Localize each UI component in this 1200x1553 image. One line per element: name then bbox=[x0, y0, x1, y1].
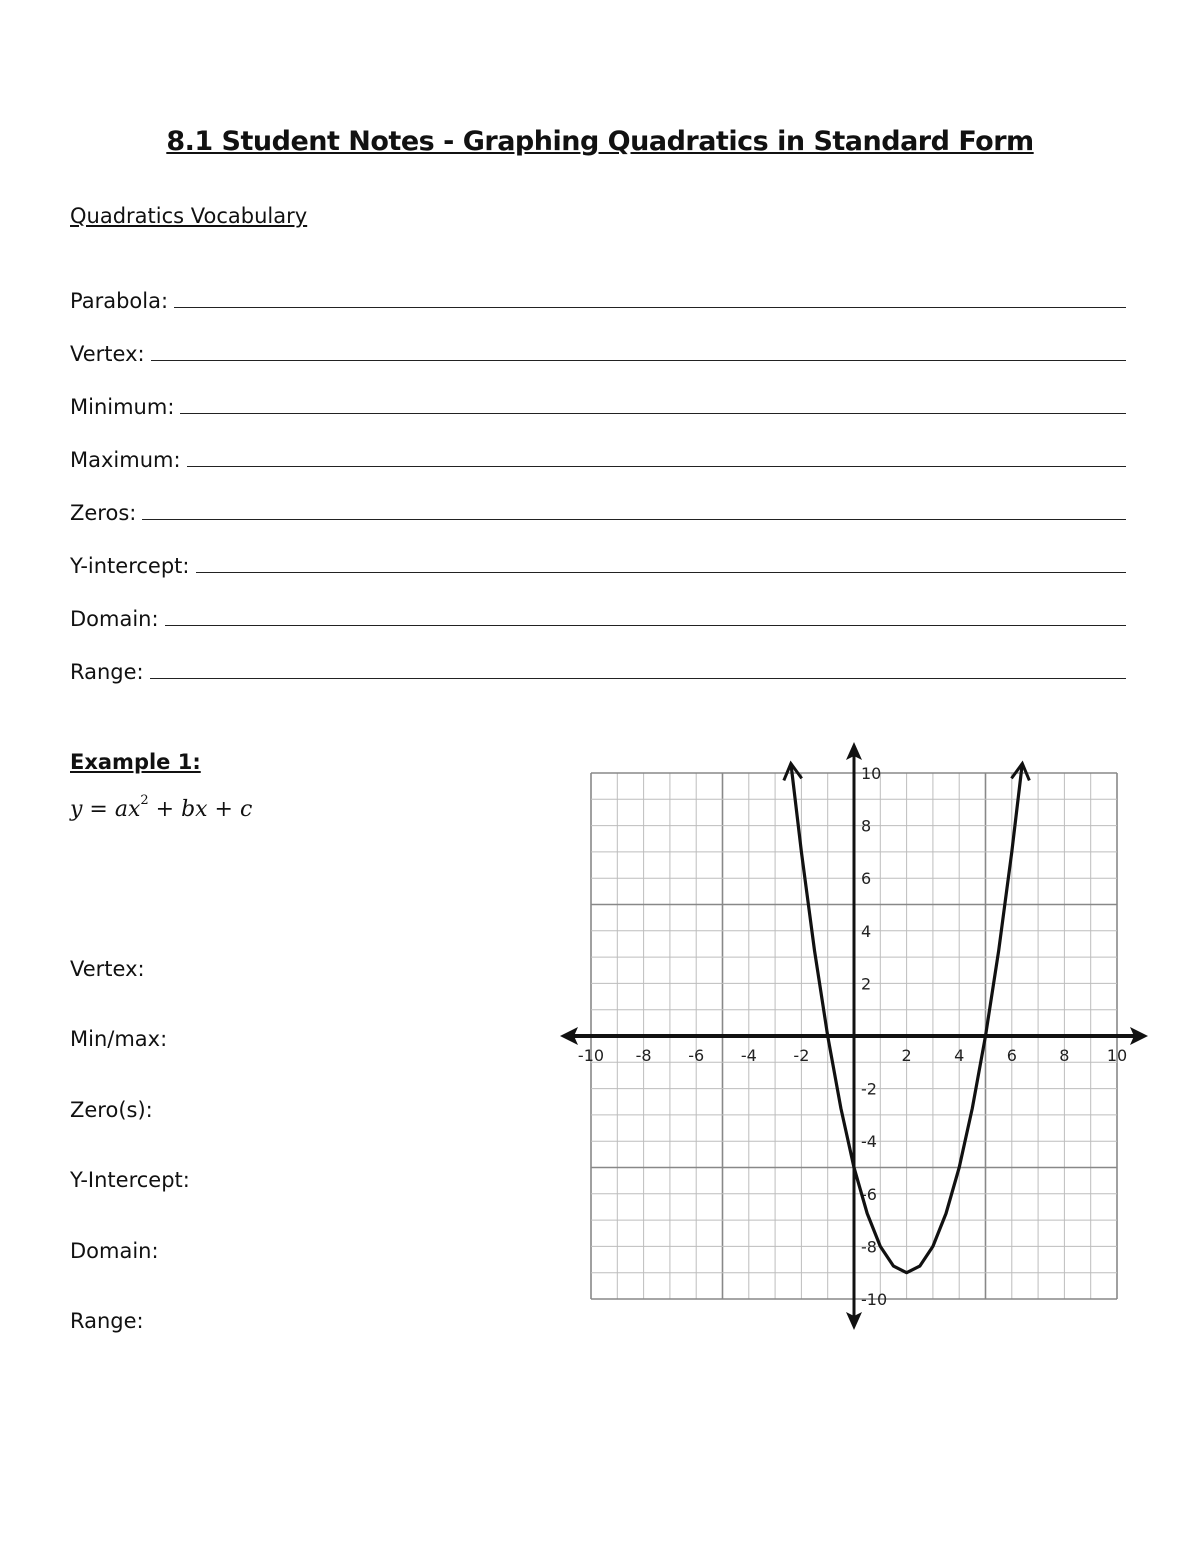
example-title: Example 1: bbox=[70, 750, 201, 774]
x-tick-label: 10 bbox=[1106, 1046, 1128, 1065]
property-vertex: Vertex: bbox=[70, 957, 145, 981]
x-tick-label: -8 bbox=[635, 1046, 652, 1065]
x-tick-label: 6 bbox=[1006, 1046, 1017, 1065]
x-tick-label: 2 bbox=[901, 1046, 912, 1065]
y-tick-label: -2 bbox=[861, 1079, 877, 1099]
x-tick-label: -4 bbox=[740, 1046, 757, 1065]
y-tick-label: 6 bbox=[861, 869, 872, 889]
x-tick-label: -2 bbox=[793, 1046, 810, 1065]
vocab-term: Maximum: bbox=[70, 448, 181, 472]
y-tick-label: 4 bbox=[861, 921, 872, 941]
vocab-term: Range: bbox=[70, 660, 144, 684]
y-tick-label: 2 bbox=[861, 974, 872, 994]
x-tick-label: 4 bbox=[954, 1046, 965, 1065]
x-tick-label: -10 bbox=[577, 1046, 605, 1065]
x-tick-label: -6 bbox=[688, 1046, 705, 1065]
y-tick-label: -6 bbox=[861, 1184, 877, 1204]
page-title: 8.1 Student Notes - Graphing Quadratics in Standard Form bbox=[166, 126, 1034, 157]
property-range: Range: bbox=[70, 1309, 144, 1333]
equation-exponent: 2 bbox=[140, 793, 149, 808]
equation-base: y = ax bbox=[70, 797, 141, 822]
vocab-term: Domain: bbox=[70, 607, 159, 631]
y-tick-label: -10 bbox=[861, 1290, 888, 1309]
vocab-term: Parabola: bbox=[70, 289, 169, 313]
y-tick-label: -4 bbox=[861, 1132, 877, 1152]
x-tick-label: 8 bbox=[1059, 1046, 1070, 1065]
vocab-term: Zeros: bbox=[70, 501, 137, 525]
property-min-max: Min/max: bbox=[70, 1027, 168, 1051]
vocab-term: Vertex: bbox=[70, 342, 145, 366]
property-domain: Domain: bbox=[70, 1239, 159, 1263]
y-tick-label: 8 bbox=[861, 816, 872, 836]
property-y-intercept: Y-Intercept: bbox=[70, 1168, 190, 1192]
equation-rest: + bx + c bbox=[148, 797, 253, 822]
vocab-term: Minimum: bbox=[70, 395, 175, 419]
y-tick-label: -8 bbox=[861, 1237, 877, 1257]
property-zeros: Zero(s): bbox=[70, 1098, 153, 1122]
vocab-term: Y-intercept: bbox=[70, 554, 190, 578]
y-tick-label: 10 bbox=[861, 764, 882, 783]
vocabulary-heading: Quadratics Vocabulary bbox=[70, 204, 308, 228]
